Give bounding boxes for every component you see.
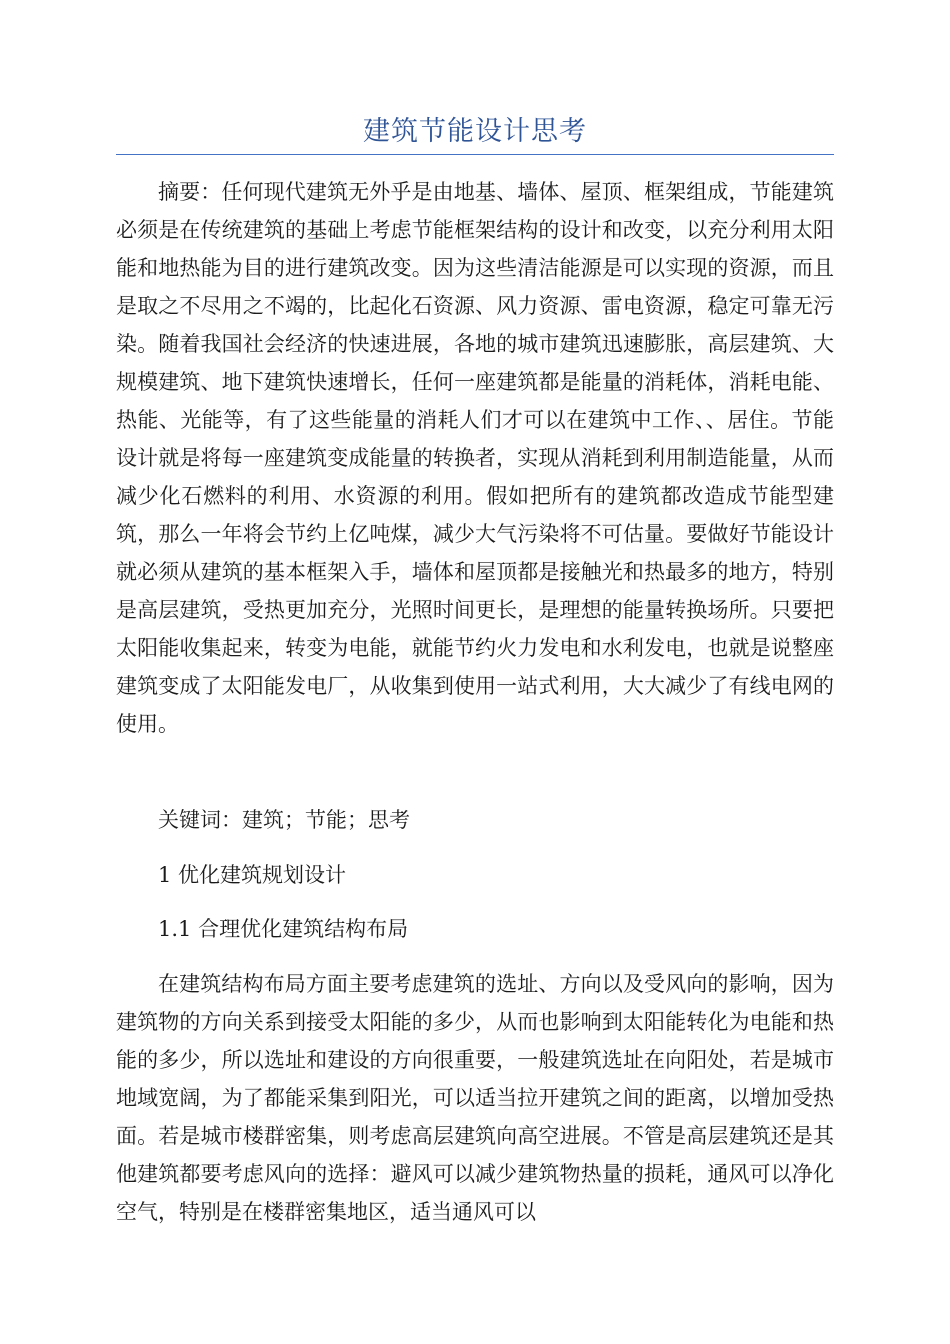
section-heading-1: 1 优化建筑规划设计 [158, 863, 347, 887]
title-underline [116, 154, 834, 155]
abstract-paragraph: 摘要：任何现代建筑无外乎是由地基、墙体、屋顶、框架组成，节能建筑必须是在传统建筑的基础上考虑节能框架结构的设计和改变，以充分利用太阳能和地热能为目的进行建筑改变。因为这些清洁能源是可以实现的资源，而且是取之不尽用之不竭的，比起化石资源、风力资源、雷电资源，稳定可靠无污染。随着我国社会经济的快速进展，各地的城市建筑迅速膨胀，高层建筑、大规模建筑、地下建筑快速增长，任何一座建筑都是能量的消耗体，消耗电能、热能、光能等，有了这些能量的消耗人们才可以在建筑中工作、、居住。节能设计就是将每一座建筑变成能量的转换者，实现从消耗到利用制造能量，从而减少化石燃料的利用、水资源的利用。假如把所有的建筑都改造成节能型建筑，那么一年将会节约上亿吨煤，减少大气污染将不可估量。要做好节能设计就必须从建筑的基本框架入手，墙体和屋顶都是接触光和热最多的地方，特别是高层建筑，受热更加充分，光照时间更长，是理想的能量转换场所。只要把太阳能收集起来，转变为电能，就能节约火力发电和水利发电，也就是说整座建筑变成了太阳能发电厂，从收集到使用一站式利用，大大减少了有线电网的使用。 [116, 180, 834, 736]
document-title: 建筑节能设计思考 [363, 116, 587, 147]
subsection-heading-1-1: 1.1 合理优化建筑结构布局 [158, 917, 409, 941]
body-paragraph: 在建筑结构布局方面主要考虑建筑的选址、方向以及受风向的影响，因为建筑物的方向关系到接受太阳能的多少，从而也影响到太阳能转化为电能和热能的多少，所以选址和建设的方向很重要，一般建筑选址在向阳处，若是城市地域宽阔，为了都能采集到阳光，可以适当拉开建筑之间的距离，以增加受热面。若是城市楼群密集，则考虑高层建筑向高空进展。不管是高层建筑还是其他建筑都要考虑风向的选择：避风可以减少建筑物热量的损耗，通风可以净化空气，特别是在楼群密集地区，适当通风可以 [116, 972, 834, 1224]
keywords-line: 关键词：建筑；节能；思考 [158, 808, 410, 832]
